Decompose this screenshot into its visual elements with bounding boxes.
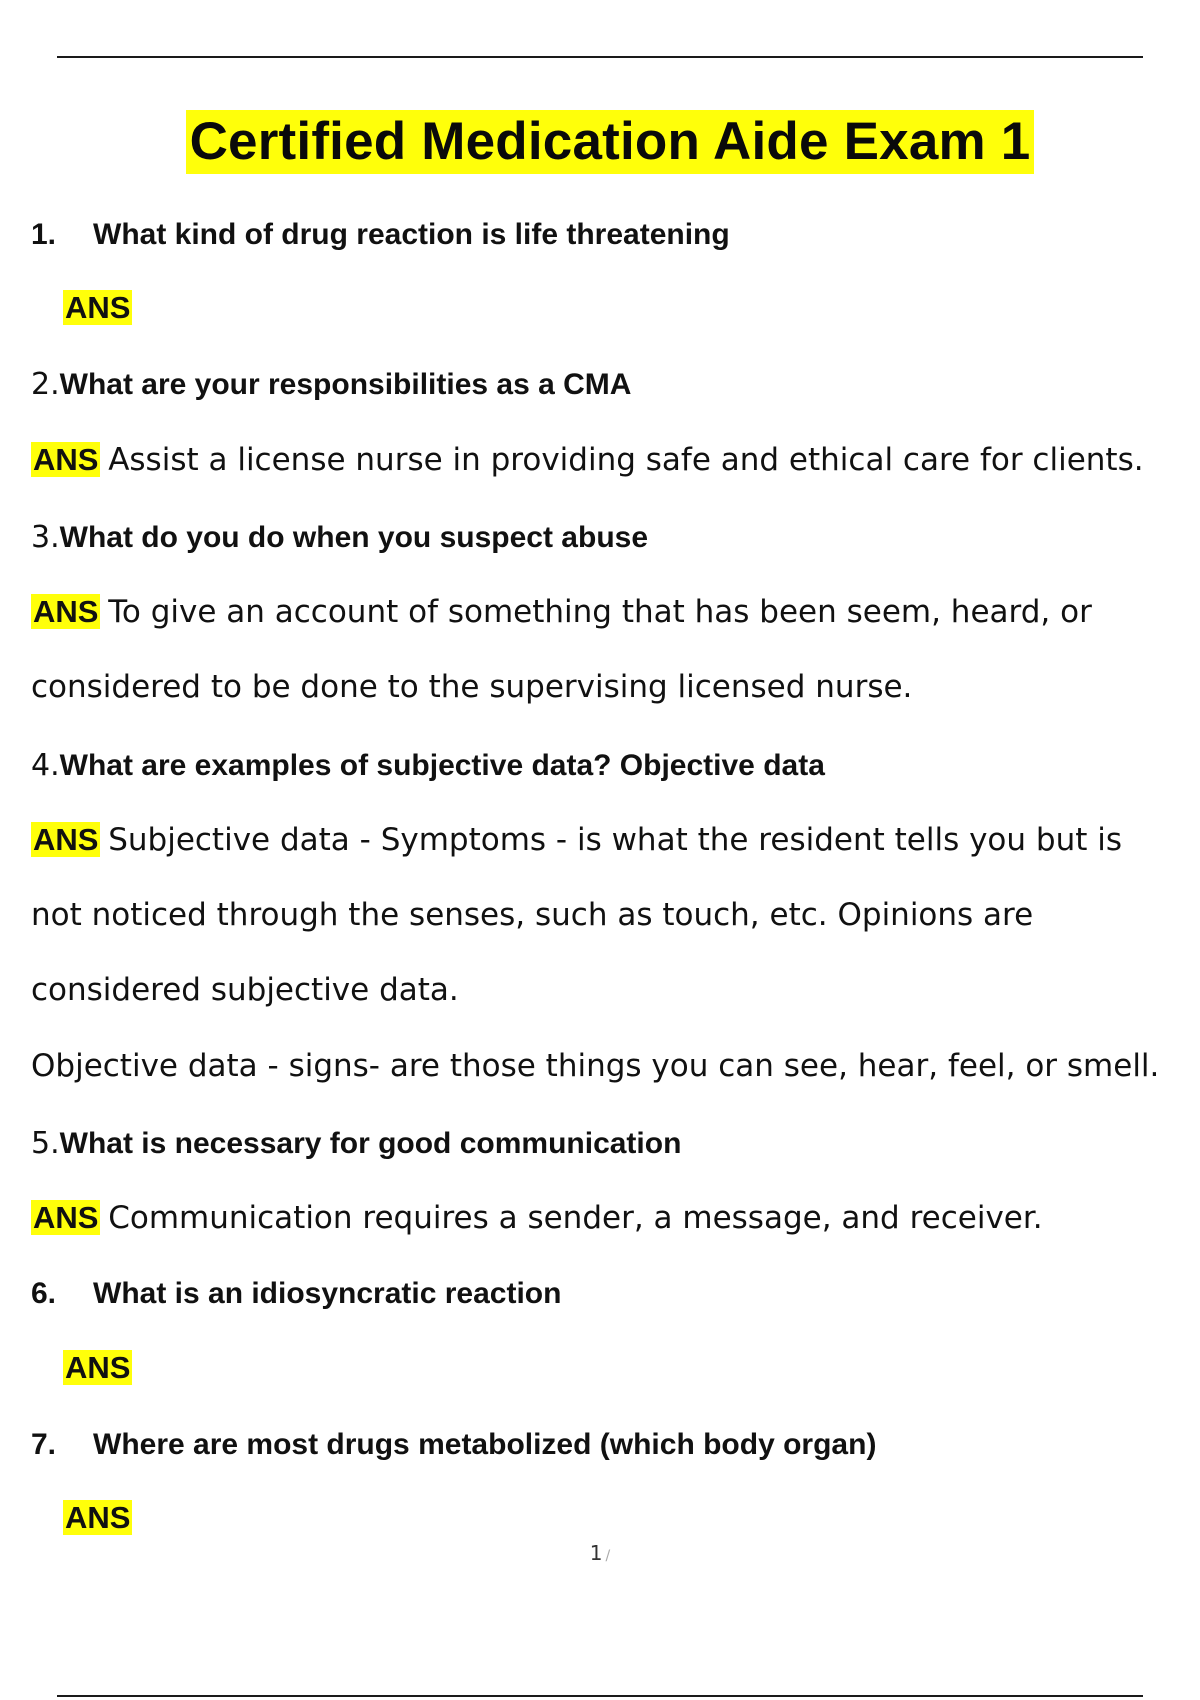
ans-label: ANS xyxy=(65,1500,131,1535)
answer-text: Assist a license nurse in providing safe and ethical care for clients. xyxy=(108,442,1144,478)
answer-4 xyxy=(31,820,1122,860)
question-text: What are your responsibilities as a CMA xyxy=(59,368,632,401)
question-4 xyxy=(31,745,825,786)
answer-text: Subjective data - Symptoms - is what the resident tells you but is xyxy=(108,822,1122,858)
ans-label: ANS xyxy=(33,822,99,857)
page-number-separator: / xyxy=(605,1548,611,1564)
ans-label: ANS xyxy=(33,1200,99,1235)
question-text: What kind of drug reaction is life threatening xyxy=(93,218,730,251)
question-number: 6. xyxy=(31,1277,57,1310)
ans-label: ANS xyxy=(33,442,99,477)
question-text: What do you do when you suspect abuse xyxy=(59,521,649,554)
question-number: 4. xyxy=(31,748,60,783)
question-7 xyxy=(31,1424,876,1465)
ans-label: ANS xyxy=(65,290,131,325)
question-text: What is an idiosyncratic reaction xyxy=(93,1277,562,1310)
question-5 xyxy=(31,1123,681,1164)
answer-3 xyxy=(31,592,1092,632)
question-number: 2. xyxy=(31,367,60,402)
answer-7 xyxy=(63,1498,132,1538)
bottom-rule xyxy=(57,1695,1143,1697)
answer-text: To give an account of something that has been seem, heard, or xyxy=(108,594,1092,630)
ans-label: ANS xyxy=(65,1350,131,1385)
question-number: 7. xyxy=(31,1428,57,1461)
question-6 xyxy=(31,1273,561,1314)
question-number: 1. xyxy=(31,218,57,251)
answer-4-continued xyxy=(31,970,459,1010)
question-3 xyxy=(31,517,648,558)
question-text: Where are most drugs metabolized (which body organ) xyxy=(93,1428,877,1461)
answer-4-objective xyxy=(31,1046,1159,1086)
question-2 xyxy=(31,364,631,405)
question-text: What is necessary for good communication xyxy=(59,1127,682,1160)
answer-text: considered to be done to the supervising licensed nurse. xyxy=(31,669,913,705)
answer-5 xyxy=(31,1198,1043,1238)
title-container xyxy=(0,110,1200,174)
question-text: What are examples of subjective data? Objective data xyxy=(59,749,825,782)
answer-1 xyxy=(63,288,132,328)
answer-text: Objective data - signs- are those things you can see, hear, feel, or smell. xyxy=(31,1048,1160,1084)
question-1 xyxy=(31,214,730,255)
top-rule xyxy=(57,56,1143,58)
answer-6 xyxy=(63,1348,132,1388)
answer-text: considered subjective data. xyxy=(31,972,459,1008)
answer-text: Communication requires a sender, a message, and receiver. xyxy=(108,1200,1043,1236)
answer-text: not noticed through the senses, such as touch, etc. Opinions are xyxy=(31,897,1034,933)
page-number-value: 1 xyxy=(589,1541,603,1565)
answer-3-continued xyxy=(31,667,912,707)
question-number: 3. xyxy=(31,520,60,555)
page-number xyxy=(0,1541,1200,1565)
question-number: 5. xyxy=(31,1126,60,1161)
ans-label: ANS xyxy=(33,594,99,629)
page-title: Certified Medication Aide Exam 1 xyxy=(186,110,1035,174)
answer-2 xyxy=(31,440,1144,480)
answer-4-continued xyxy=(31,895,1033,935)
